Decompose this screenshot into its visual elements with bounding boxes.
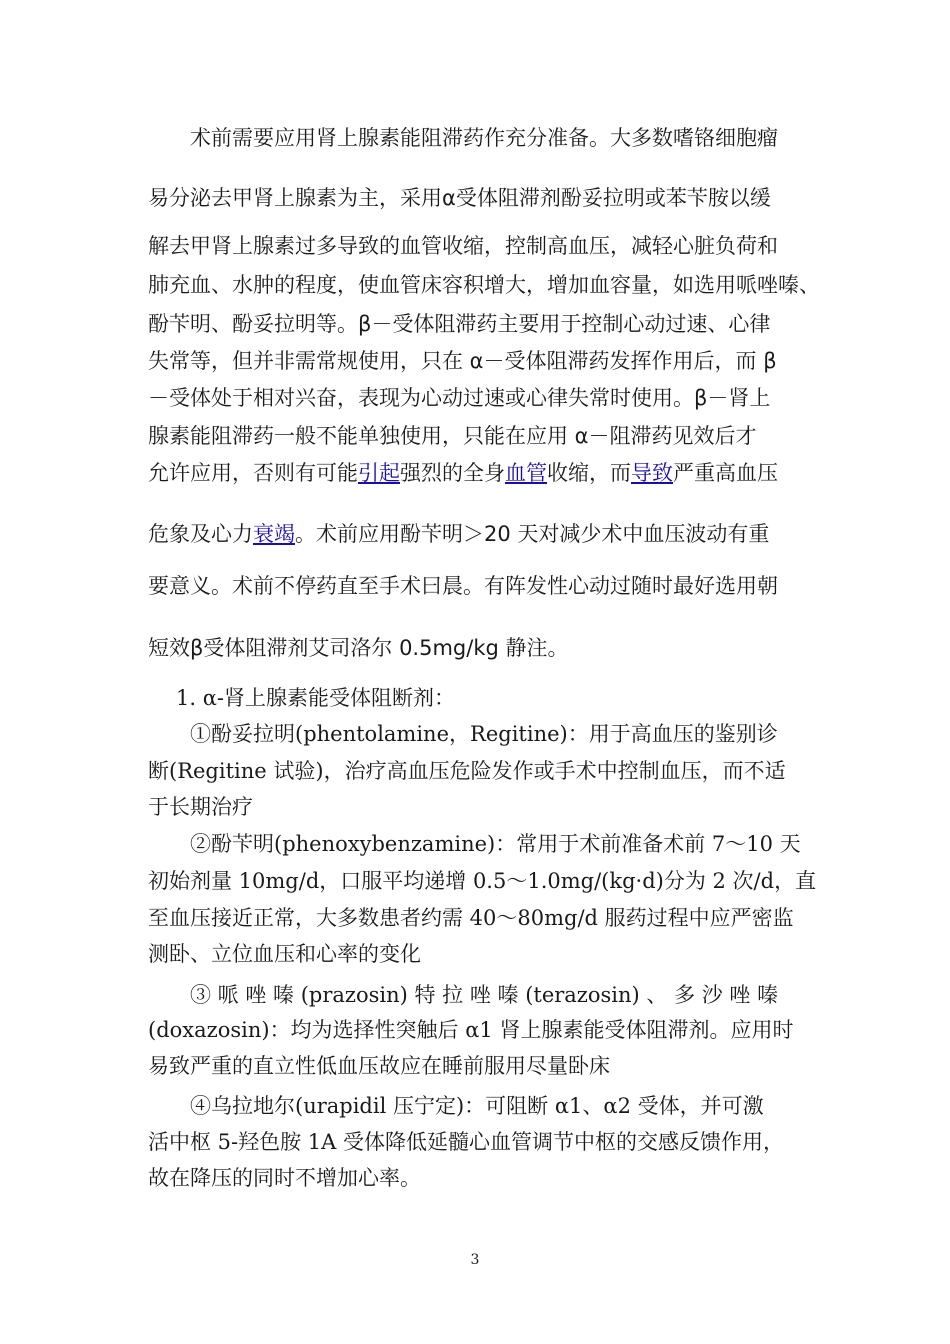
text-segment: 收缩，而 (547, 461, 631, 485)
list-item-line: 活中枢 5-羟色胺 1A 受体降低延髓心血管调节中枢的交感反馈作用， (148, 1130, 785, 1154)
paragraph-line: 短效β受体阻滞剂艾司洛尔 0.5mg/kg 静注。 (148, 636, 569, 660)
text-segment: 。术前应用酚苄明＞20 天对减少术中血压波动有重 (295, 522, 770, 546)
paragraph-line: 解去甲肾上腺素过多导致的血管收缩，控制高血压，减轻心脏负荷和 (148, 234, 778, 258)
paragraph-line: 易分泌去甲肾上腺素为主，采用α受体阻滞剂酚妥拉明或苯苄胺以缓 (148, 186, 771, 210)
link-yinqi[interactable]: 引起 (358, 461, 400, 485)
list-heading: 1. α-肾上腺素能受体阻断剂： (176, 686, 455, 710)
text-segment: 允许应用，否则有可能 (148, 461, 358, 485)
paragraph-line: 失常等，但并非需常规使用，只在 α－受体阻滞药发挥作用后，而 β (148, 349, 777, 373)
link-xueguan[interactable]: 血管 (505, 461, 547, 485)
paragraph-line: －受体处于相对兴奋，表现为心动过速或心律失常时使用。β－肾上 (148, 386, 771, 410)
paragraph-line: 腺素能阻滞药一般不能单独使用，只能在应用 α－阻滞药见效后才 (148, 424, 757, 448)
list-item-line: 故在降压的同时不增加心率。 (148, 1166, 421, 1190)
text-segment: 强烈的全身 (400, 461, 505, 485)
list-item-line: 于长期治疗 (148, 795, 253, 819)
list-item-line: 至血压接近正常，大多数患者约需 40～80mg/d 服药过程中应严密监 (148, 906, 794, 930)
list-item-line: 初始剂量 10mg/d，口服平均递增 0.5～1.0mg/(kg·d)分为 2 次/d，直 (148, 869, 817, 893)
paragraph-line: 要意义。术前不停药直至手术曰晨。有阵发性心动过随时最好选用朝 (148, 574, 778, 598)
paragraph-line: 术前需要应用肾上腺素能阻滞药作充分准备。大多数嗜铬细胞瘤 (190, 126, 778, 150)
link-shuaijie[interactable]: 衰竭 (253, 522, 295, 546)
link-daozhi[interactable]: 导致 (631, 461, 673, 485)
text-segment: 危象及心力 (148, 522, 253, 546)
paragraph-line: 酚苄明、酚妥拉明等。β－受体阻滞药主要用于控制心动过速、心律 (148, 312, 771, 336)
text-segment: 严重高血压 (673, 461, 778, 485)
page-number: 3 (470, 1252, 480, 1268)
list-item-line: (doxazosin)：均为选择性突触后 α1 肾上腺素能受体阻滞剂。应用时 (148, 1018, 794, 1042)
list-item-line: 易致严重的直立性低血压故应在睡前服用尽量卧床 (148, 1054, 610, 1078)
paragraph-line-with-links (148, 459, 778, 487)
list-item-line: ②酚苄明(phenoxybenzamine)：常用于术前准备术前 7～10 天 (190, 832, 801, 856)
list-item-line: ①酚妥拉明(phentolamine，Regitine)：用于高血压的鉴别诊 (190, 722, 778, 746)
list-item-line: ③ 哌 唑 嗪 (prazosin) 特 拉 唑 嗪 (terazosin) 、 多 沙 唑 嗪 (190, 983, 779, 1007)
list-item-line: 断(Regitine 试验)，治疗高血压危险发作或手术中控制血压，而不适 (148, 759, 786, 783)
list-item-line: ④乌拉地尔(urapidil 压宁定)：可阻断 α1、α2 受体，并可激 (190, 1094, 764, 1118)
list-item-line: 测卧、立位血压和心率的变化 (148, 942, 421, 966)
paragraph-line-with-links (148, 520, 769, 548)
paragraph-line: 肺充血、水肿的程度，使血管床容积增大，增加血容量，如选用哌唑嗪、 (148, 273, 820, 297)
